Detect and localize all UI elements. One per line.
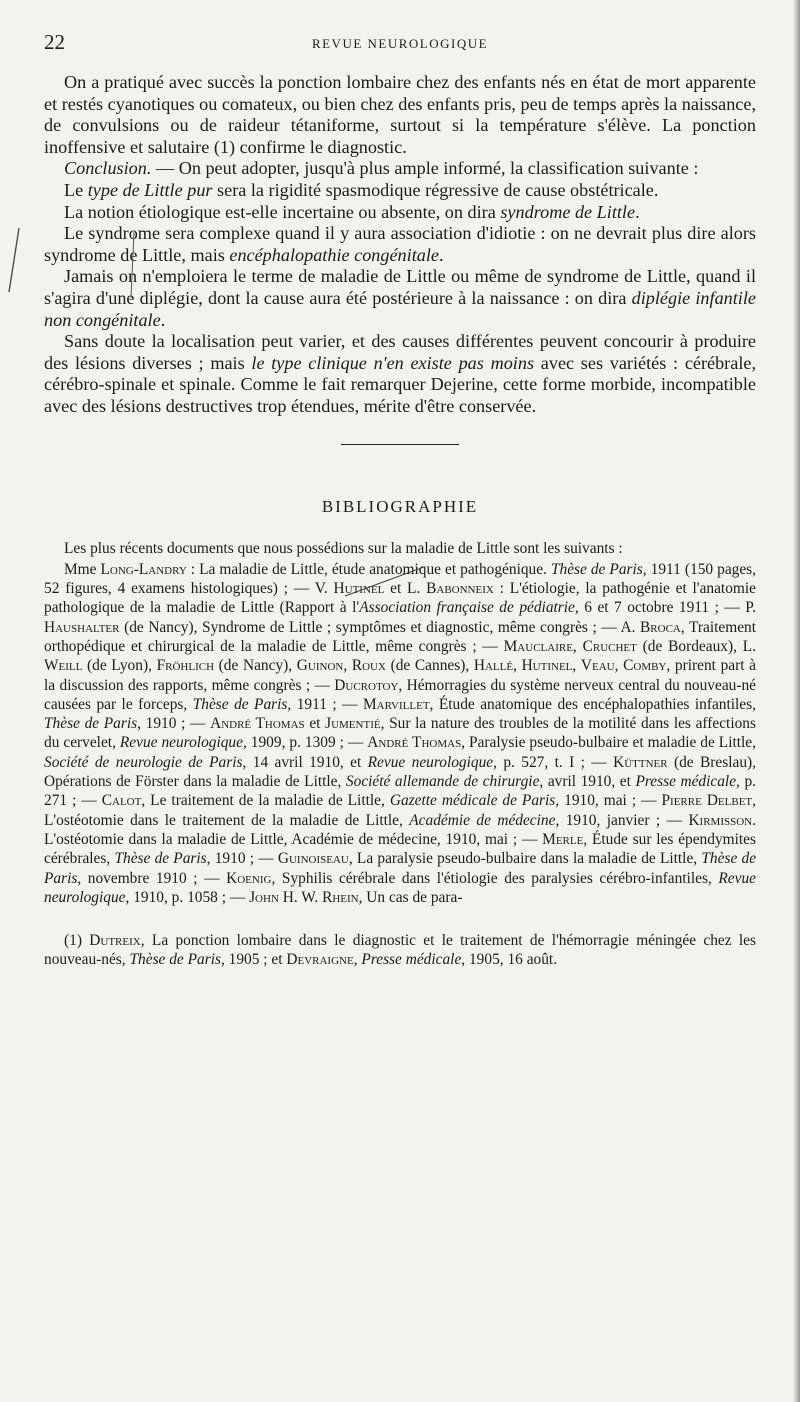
author-name: Marvillet (362, 695, 430, 713)
italic-term: encéphalopathie congénitale (229, 244, 439, 265)
conclusion-label: Conclusion. (64, 158, 152, 179)
source-title: Presse médicale (361, 951, 462, 969)
source-title: Académie de médecine (409, 811, 556, 829)
author-name: Guinon (296, 657, 344, 675)
author-name: Merle (542, 830, 584, 848)
author-name: Haushalter (44, 618, 120, 636)
author-name: Veau (580, 657, 615, 675)
author-name: Broca (640, 618, 681, 636)
journal-page (44, 30, 756, 970)
section-separator-rule (341, 444, 459, 445)
paragraph-localisation: Sans doute la localisation peut varier, et des causes différentes peuvent concourir à produire des lésions diverses ; mais le type clinique n'en existe pas moins avec ses variétés : cérébrale, cérébro-spinale et spinale. Comme le fait remarquer Dejerine, cette forme morbide, incompatible avec des lésions destructives trop étendues, mérite d'être conservée. (44, 331, 756, 416)
author-name: Guinoiseau (277, 850, 349, 868)
bibliography-title: BIBLIOGRAPHIE (321, 496, 479, 516)
author-name: Küttner (613, 753, 668, 771)
author-name: Fröhlich (156, 657, 215, 675)
source-title: Thèse de Paris (44, 715, 138, 733)
author-name: Hutinel (333, 580, 385, 598)
author-name: Dutreix (89, 932, 141, 950)
author-name: Koenig (226, 869, 272, 887)
page-header (44, 30, 756, 58)
author-name: Calot (101, 792, 142, 810)
author-name: Roux (351, 657, 386, 675)
page-number: 22 (44, 30, 65, 54)
author-name: Comby (623, 657, 667, 675)
italic-term: le type clinique n'en existe pas moins (251, 352, 535, 373)
paragraph-syndrome-little: La notion étiologique est-elle incertaine ou absente, on dira syndrome de Little. (64, 201, 640, 222)
author-name: Pierre Delbet (661, 792, 753, 810)
author-name: Hutinel (521, 657, 573, 675)
author-name: Mauclaire (503, 637, 573, 655)
source-title: Thèse de Paris (44, 850, 757, 887)
italic-term: type de Little pur (87, 179, 213, 200)
source-title: Thèse de Paris (192, 695, 288, 713)
author-name: Kirmisson (688, 811, 753, 829)
source-title: Gazette médicale de Paris (389, 792, 556, 810)
paragraph-encephalopathy: Le syndrome sera complexe quand il y aura association d'idiotie : on ne devrait plus dire alors syndrome de Little, mais encéphalopathie congénitale. (44, 223, 756, 265)
source-title: Revue neurologique (44, 869, 756, 906)
margin-pencil-stroke (9, 228, 19, 292)
source-title: Revue neurologique (119, 734, 243, 752)
paragraph-conclusion: Conclusion. — On peut adopter, jusqu'à plus ample informé, la classification suivante : (64, 158, 699, 179)
bibliography-intro: Les plus récents documents que nous possédions sur la maladie de Little sont les suivants : (64, 539, 623, 557)
bibliography-entries: Mme Long-Landry : La maladie de Little, étude anatomique et pathogénique. Thèse de Paris, 1911 (150 pages, 52 figures, 4 examens histologiques) ; — V. Hutinel et L. Babonneix : L'étiologie, la pathogénie et l'anatomie pathologique de la maladie de Little (Rapport à l'Association française de pédiatrie, 6 et 7 octobre 1911 ; — P. Haushalter (de Nancy), Syndrome de Little ; symptômes et diagnostic, même congrès ; — A. Broca, Traitement orthopédique et chirurgical de la maladie de Little, même congrès ; — Mauclaire, Cruchet (de Bordeaux), L. Weill (de Lyon), Fröhlich (de Nancy), Guinon, Roux (de Cannes), Hallé, Hutinel, Veau, Comby, prirent part à la discussion des rapports, même congrès ; — Ducrotoy, Hémorragies du système nerveux central du nouveau-né causées par le forceps, Thèse de Paris, 1911 ; — Marvillet, Étude anatomique des encéphalopathies infantiles, Thèse de Paris, 1910 ; — André Thomas et Jumentié, Sur la nature des troubles de la motilité dans les affections du cervelet, Revue neurologique, 1909, p. 1309 ; — André Thomas, Paralysie pseudo-bulbaire et maladie de Little, Société de neurologie de Paris, 14 avril 1910, et Revue neurologique, p. 527, t. I ; — Küttner (de Breslau), Opérations de Förster dans la maladie de Little, Société allemande de chirurgie, avril 1910, et Presse médicale, p. 271 ; — Calot, Le traitement de la maladie de Little, Gazette médicale de Paris, 1910, mai ; — Pierre Delbet, L'ostéotomie dans le traitement de la maladie de Little, Académie de médecine, 1910, janvier ; — Kirmisson. L'ostéotomie dans la maladie de Little, Académie de médecine, 1910, mai ; — Merle, Étude sur les épendymites cérébrales, Thèse de Paris, 1910 ; — Guinoiseau, La paralysie pseudo-bulbaire dans la maladie de Little, Thèse de Paris, novembre 1910 ; — Koenig, Syphilis cérébrale dans l'étiologie des paralysies cérébro-infantiles, Revue neurologique, 1910, p. 1058 ; — John H. W. Rhein, Un cas de para- (44, 560, 757, 906)
footnote: (1) Dutreix, La ponction lombaire dans le diagnostic et le traitement de l'hémorragie méningée chez les nouveau-nés, Thèse de Paris, 1905 ; et Devraigne, Presse médicale, 1905, 16 août. (44, 932, 756, 969)
author-name: Babonneix (426, 580, 494, 598)
paragraph-type-little: Le type de Little pur sera la rigidité spasmodique régressive de cause obstétricale. (64, 179, 659, 200)
main-text (44, 72, 756, 418)
author-name: André Thomas (210, 715, 305, 733)
running-head: REVUE NEUROLOGIQUE (311, 36, 489, 51)
paragraph-diplegia: Jamais on n'emploiera le terme de maladie de Little ou même de syndrome de Little, quand il s'agira d'une diplégie, dont la cause aura été postérieure à la naissance : on dira diplégie infantile non congénitale. (44, 266, 756, 330)
author-name: John H. W. Rhein (249, 888, 359, 906)
author-name: André Thomas (367, 734, 462, 752)
source-title: Thèse de Paris (114, 850, 207, 868)
source-title: Thèse de Paris (129, 951, 221, 969)
author-name: Weill (44, 657, 83, 675)
author-name: Jumentié (325, 715, 381, 733)
author-name: Devraigne (286, 951, 354, 969)
author-name: Cruchet (582, 637, 637, 655)
source-title: Société allemande de chirurgie (345, 773, 540, 791)
source-title: Association française de pédiatrie (359, 599, 575, 617)
author-name: Ducrotoy (334, 676, 399, 694)
source-title: Société de neurologie de Paris (44, 753, 243, 771)
italic-term: syndrome de Little (500, 201, 636, 222)
source-title: Revue neurologique (367, 753, 494, 771)
author-name: Hallé (473, 657, 514, 675)
scan-page-edge (793, 0, 800, 1402)
author-name: Long-Landry (100, 560, 187, 578)
paragraph-lumbar-puncture: On a pratiqué avec succès la ponction lombaire chez des enfants nés en état de mort apparente et restés cyanotiques ou comateux, ou bien chez des enfants pris, peu de temps après la naissance, de convulsions ou de raideur tétaniforme, surtout si la température s'élève. La ponction inoffensive et salutaire (1) confirme le diagnostic. (44, 72, 756, 157)
source-title: Presse médicale (635, 773, 737, 791)
italic-term: diplégie infantile non congénitale (44, 287, 756, 330)
source-title: Thèse de Paris (550, 560, 643, 578)
